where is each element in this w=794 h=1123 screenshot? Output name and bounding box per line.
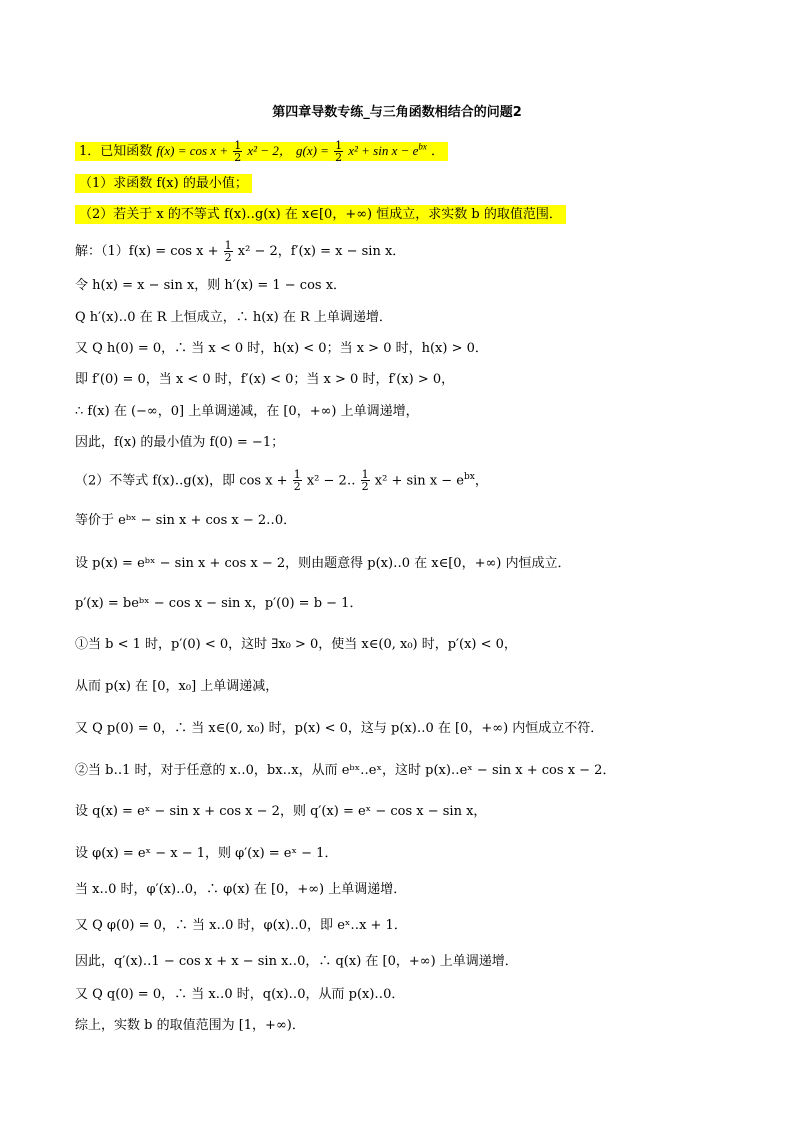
solution-line-5: 即 f′(0) = 0，当 x < 0 时，f′(x) < 0；当 x > 0 时，f′(x) > 0， bbox=[75, 372, 455, 387]
solution-line-6: ∴ f(x) 在 (−∞，0] 上单调递减，在 [0，+∞) 上单调递增， bbox=[75, 404, 419, 419]
problem-statement bbox=[75, 137, 448, 163]
solution-line-7: 因此，f(x) 的最小值为 f(0) = −1； bbox=[75, 435, 285, 450]
solution-line-14: 又 Q p(0) = 0，∴ 当 x∈(0, x₀) 时，p(x) < 0，这与 p(x)‥0 在 [0，+∞) 内恒成立不符． bbox=[75, 721, 604, 736]
sol-l1-a: 解：（1）f(x) = cos x + bbox=[75, 244, 219, 259]
sol-l8-d: ， bbox=[474, 473, 488, 489]
frac-den: 2 bbox=[293, 480, 301, 494]
fraction-half bbox=[293, 469, 302, 492]
page-title: 第四章导数专练_与三角函数相结合的问题2 bbox=[272, 105, 522, 120]
solution-line-20: 因此，q′(x)‥1 − cos x + x − sin x‥0，∴ q(x) 在 [0，+∞) 上单调递增． bbox=[75, 954, 518, 969]
problem-line-end: ． bbox=[431, 144, 445, 160]
solution-line-2: 令 h(x) = x − sin x，则 h′(x) = 1 − cos x． bbox=[75, 278, 347, 293]
sol-l8-c: x² + sin x − e bbox=[374, 473, 464, 489]
solution-line-8 bbox=[75, 467, 488, 492]
sol-l1-b: x² − 2，f′(x) = x − sin x． bbox=[237, 244, 406, 259]
frac-den: 2 bbox=[361, 480, 369, 494]
problem-intro: 1．已知函数 bbox=[79, 144, 153, 160]
problem-highlight bbox=[75, 139, 448, 165]
solution-line-16: 设 q(x) = eˣ − sin x + cos x − 2，则 q′(x) = eˣ − cos x − sin x， bbox=[75, 804, 487, 819]
solution-line-17: 设 φ(x) = eˣ − x − 1，则 φ′(x) = eˣ − 1． bbox=[75, 846, 338, 861]
part-1 bbox=[75, 174, 252, 194]
solution-line-10: 设 p(x) = eᵇˣ − sin x + cos x − 2，则由题意得 p(x)‥0 在 x∈[0，+∞) 内恒成立． bbox=[75, 556, 571, 571]
solution-line-13: 从而 p(x) 在 [0，x₀] 上单调递减， bbox=[75, 679, 279, 694]
frac-den: 2 bbox=[335, 151, 343, 165]
solution-line-12: ①当 b < 1 时，p′(0) < 0，这时 ∃x₀ > 0，使当 x∈(0, x₀) 时，p′(x) < 0， bbox=[75, 637, 517, 652]
sol-l8-b: x² − 2‥ bbox=[306, 473, 356, 489]
frac-den: 2 bbox=[234, 151, 242, 165]
frac-num: 1 bbox=[361, 468, 369, 482]
part-2 bbox=[75, 205, 566, 225]
solution-line-9: 等价于 eᵇˣ − sin x + cos x − 2‥0． bbox=[75, 513, 297, 528]
solution-line-19: 又 Q φ(0) = 0，∴ 当 x‥0 时，φ(x)‥0，即 eˣ‥x + 1． bbox=[75, 918, 407, 933]
frac-num: 1 bbox=[293, 468, 301, 482]
fraction-half bbox=[233, 140, 242, 163]
solution-line-15: ②当 b‥1 时，对于任意的 x‥0，bx‥x，从而 eᵇˣ‥eˣ，这时 p(x)‥eˣ − sin x + cos x − 2． bbox=[75, 763, 616, 778]
solution-line-22: 综上，实数 b 的取值范围为 [1，+∞)． bbox=[75, 1018, 305, 1033]
solution-line-18: 当 x‥0 时，φ′(x)‥0，∴ φ(x) 在 [0，+∞) 上单调递增． bbox=[75, 882, 407, 897]
frac-num: 1 bbox=[234, 139, 242, 153]
fraction-half bbox=[224, 240, 233, 263]
solution-line-3: Q h′(x)‥0 在 R 上恒成立，∴ h(x) 在 R 上单调递增． bbox=[75, 310, 392, 325]
part-1-text: （1）求函数 f(x) 的最小值； bbox=[75, 174, 252, 193]
f-definition-b: x² − 2， bbox=[247, 143, 292, 159]
frac-num: 1 bbox=[335, 139, 343, 153]
frac-num: 1 bbox=[224, 239, 232, 252]
solution-line-11: p′(x) = beᵇˣ − cos x − sin x，p′(0) = b − 1． bbox=[75, 596, 363, 611]
frac-den: 2 bbox=[224, 251, 232, 264]
fraction-half bbox=[361, 469, 370, 492]
fraction-half bbox=[334, 140, 343, 163]
solution-line-1 bbox=[75, 240, 405, 263]
solution-line-4: 又 Q h(0) = 0，∴ 当 x < 0 时，h(x) < 0；当 x > 0 时，h(x) > 0． bbox=[75, 341, 488, 356]
g-definition-a: g(x) = bbox=[295, 143, 329, 159]
f-definition-a: f(x) = cos x + bbox=[156, 143, 229, 159]
solution-line-21: 又 Q q(0) = 0，∴ 当 x‥0 时，q(x)‥0，从而 p(x)‥0． bbox=[75, 987, 405, 1002]
sol-l8-a: （2）不等式 f(x)‥g(x)，即 cos x + bbox=[75, 473, 288, 489]
g-exponent: bx bbox=[418, 142, 427, 152]
part-2-text: （2）若关于 x 的不等式 f(x)‥g(x) 在 x∈[0，+∞) 恒成立，求实数 b 的取值范围． bbox=[75, 205, 566, 224]
g-definition-b: x² + sin x − e bbox=[348, 143, 419, 159]
sol-l8-exp: bx bbox=[464, 472, 475, 482]
